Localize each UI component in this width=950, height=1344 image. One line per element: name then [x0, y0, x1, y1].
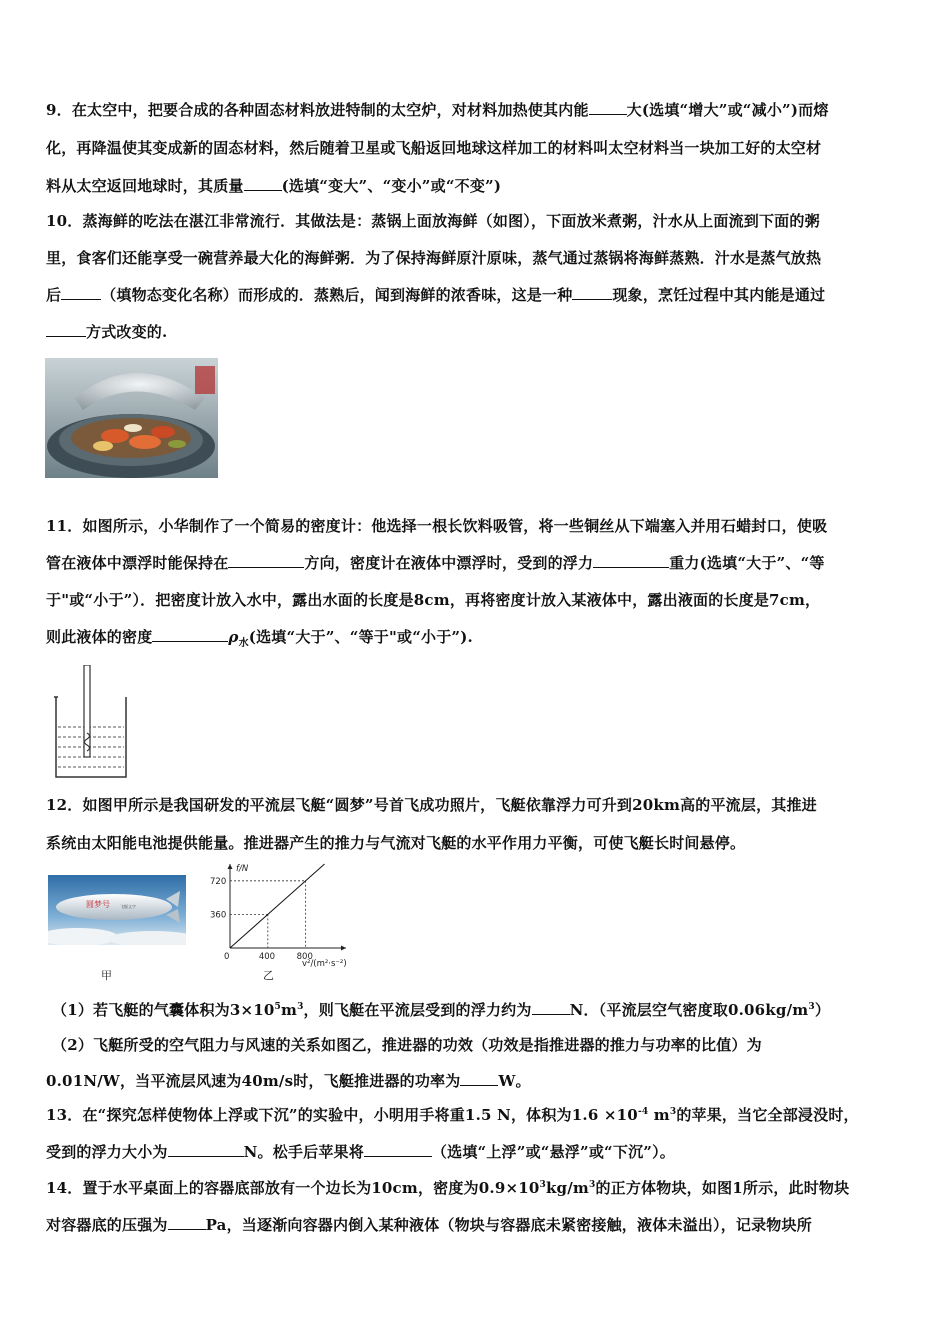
answer-blank[interactable]: [364, 1141, 432, 1157]
q13-line-1: 13．在“探究怎样使物体上浮或下沉”的实验中，小明用手将重1.5 N，体积为$1.6 \times 10^{-4}$ $m^3$的苹果，当它全部浸没时，: [46, 1106, 859, 1124]
answer-blank[interactable]: [168, 1141, 244, 1157]
answer-blank[interactable]: [168, 1214, 206, 1230]
q9-line-1: 9．在太空中，把要合成的各种固态材料放进特制的太空炉，对材料加热使其内能 大(选填“增大”或“减小”)而熔: [46, 101, 829, 119]
answer-blank[interactable]: [532, 999, 570, 1015]
q11-line-2: 管在液体中漂浮时能保持在 方向，密度计在液体中漂浮时，受到的浮力 重力(选填“大于”、“等: [46, 554, 825, 572]
q10-line-2: 里，食客们还能享受一碗营养最大化的海鲜粥．为了保持海鲜原汁原味，蒸气通过蒸锅将海鲜蒸熟．汁水是蒸气放热: [46, 249, 822, 267]
q14-line-1: 14．置于水平桌面上的容器底部放有一个边长为10cm，密度为$0.9\times 10^3kg/m^3$的正方体物块，如图1所示，此时物块: [46, 1179, 850, 1197]
x-tick-label: 800: [296, 952, 313, 962]
q12-line-2: 系统由太阳能电池提供能量。推进器产生的推力与气流对飞艇的水平作用力平衡，可使飞艇长时间悬停。: [46, 834, 746, 852]
q12-sub-1: （1）若飞艇的气囊体积为$3\times 10^5m^3$，则飞艇在平流层受到的浮力约为 N．（平流层空气密度取$0.06kg/m^3$）: [52, 1001, 831, 1019]
q10-line-4: 方式改变的.: [46, 314, 908, 352]
x-axis-arrow: [341, 946, 346, 951]
density-meter-beaker-figure: [50, 665, 130, 783]
answer-blank[interactable]: [228, 552, 304, 568]
x-tick-label: 0: [224, 952, 230, 962]
answer-blank[interactable]: [244, 175, 282, 191]
x-axis-label: v²/(m²·s⁻²): [302, 959, 347, 969]
y-tick-label: 360: [210, 910, 227, 921]
answer-blank[interactable]: [589, 99, 627, 115]
q14-line-2: 对容器底的压强为 Pa，当逐渐向容器内倒入某种液体（物块与容器底未紧密接触，液体未溢出），记录物块所: [46, 1216, 812, 1234]
airship-photo: [48, 875, 186, 945]
chart-marks: [230, 864, 325, 948]
y-tick-label: 720: [210, 876, 227, 887]
figure-b-label: 乙: [263, 969, 274, 982]
y-axis-label: f/N: [236, 864, 249, 874]
seafood-photo: [45, 358, 218, 478]
chart-axes: [210, 864, 347, 969]
answer-blank[interactable]: [152, 626, 228, 642]
force-velocity-chart: [204, 860, 354, 972]
airship-small-text: 飞艇文字: [120, 904, 136, 909]
q11-line-4: 则此液体的密度 $\rho_水$(选填“大于”、“等于"或“小于”).: [46, 628, 473, 649]
q12-sub-2-cont: 0.01N/W，当平流层风速为40m/s时，飞艇推进器的功率为 W。: [46, 1072, 531, 1090]
answer-blank[interactable]: [46, 321, 86, 337]
answer-blank[interactable]: [572, 284, 612, 300]
y-axis-arrow: [228, 864, 233, 869]
airship-name-text: 圆梦号: [86, 900, 110, 909]
q13-line-2: 受到的浮力大小为 N。松手后苹果将 （选填“上浮”或“悬浮”或“下沉”）。: [46, 1143, 675, 1161]
series-line: [230, 864, 325, 948]
x-tick-label: 400: [258, 952, 276, 962]
answer-blank[interactable]: [593, 552, 669, 568]
q12-line-1: 12．如图甲所示是我国研发的平流层飞艇“圆梦”号首飞成功照片，飞艇依靠浮力可升到20km高的平流层，其推进: [46, 796, 817, 814]
q11-line-1: 11．如图所示，小华制作了一个简易的密度计：他选择一根长饮料吸管，将一些铜丝从下端塞入并用石蜡封口，使吸: [46, 517, 828, 535]
q10-line-3: 后 （填物态变化名称）而形成的．蒸熟后，闻到海鲜的浓香味，这是一种 现象，烹饪过程中其内能是通过: [46, 286, 826, 304]
figure-a-label: 甲: [101, 969, 112, 982]
q9-line-3: 料从太空返回地球时，其质量 (选填“变大”、“变小”或“不变”): [46, 177, 502, 195]
q9-line-2: 化，再降温使其变成新的固态材料，然后随着卫星或飞船返回地球这样加工的材料叫太空材料当一块加工好的太空材: [46, 139, 822, 157]
q12-sub-2: （2）飞艇所受的空气阻力与风速的关系如图乙，推进器的功效（功效是指推进器的推力与功率的比值）为: [52, 1036, 762, 1054]
answer-blank[interactable]: [61, 284, 101, 300]
q11-line-3: 于"或“小于”）．把密度计放入水中，露出水面的长度是8cm，再将密度计放入某液体中，露出液面的长度是7cm，: [46, 591, 821, 609]
q10-line-1: 10．蒸海鲜的吃法在湛江非常流行．其做法是：蒸锅上面放海鲜（如图），下面放米煮粥，汁水从上面流到下面的粥: [46, 212, 820, 230]
answer-blank[interactable]: [460, 1070, 498, 1086]
